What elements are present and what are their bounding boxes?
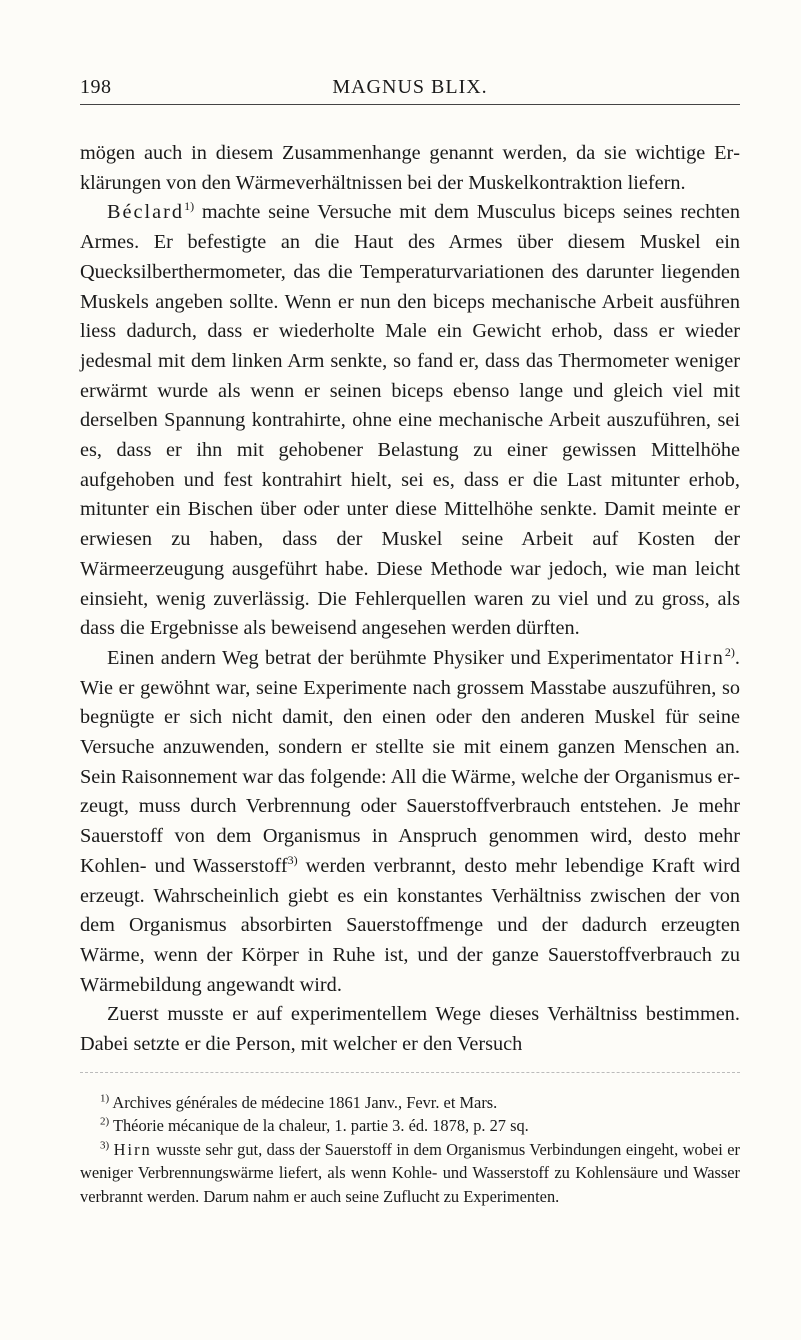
paragraph-3-start: Einen andern Weg betrat der berühmte Physiker und Experimentator [107,646,680,669]
footnote-2 [80,1114,740,1138]
footnote-3-author: Hirn [113,1139,152,1159]
paragraph-3-end: werden verbrannt, desto mehr lebendige Kraft wird erzeugt. Wahrscheinlich giebt es ein konstantes Verhältniss zwischen der von dem Organismus absorbirten Sauerstoffmenge und der dadurch erzeugten Wärme, wenn der Körper in Ruhe ist, und der ganze Sauerstoffverbrauch zu Wärmebildung angewandt wird. [80,854,740,996]
footnote-ref-1: 1) [184,199,195,214]
body-text [80,139,740,1060]
footnote-ref-2: 2) [724,645,735,660]
footnote-3 [80,1138,740,1209]
page-header [80,70,740,105]
paragraph-1: mögen auch in diesem Zusammenhange genannt werden, da sie wichtige Erklärungen von den Wärmeverhältnissen bei der Muskelkontraktion liefern. [80,142,740,194]
footnote-3-mark: 3) [100,1139,110,1152]
footnote-1-text: Archives générales de médecine 1861 Janv., Fevr. et Mars. [109,1092,498,1112]
footnote-2-text: Théorie mécanique de la chaleur, 1. partie 3. éd. 1878, p. 27 sq. [109,1116,529,1136]
footnote-3-text: wusste sehr gut, dass der Sauerstoff in dem Organismus Verbindungen eingeht, wobei er weniger Verbrennungswärme liefert, als wenn Kohle- und Wasserstoff zu Kohlensäure und Wasser verbrannt werden. Darum nahm er auch seine Zuflucht zu Experimenten. [80,1139,740,1206]
paragraph-2-text: machte seine Versuche mit dem Musculus biceps seines rechten Armes. Er befestigte an die Haut des Armes über diesem Muskel ein Quecksilberthermometer, das die Temperaturvariationen des darunter liegenden Muskels angeben sollte. Wenn er nun den biceps mechanische Arbeit ausführen liess dadurch, dass er wiederholte Male ein Gewicht erhob, dass er wieder jedesmal mit dem linken Arm senkte, so fand er, dass das Thermometer weniger erwärmt wurde als wenn er seinen biceps ebenso lange und gleich viel mit derselben Spannung kontrahirte, ohne eine mechanische Arbeit auszuführen, sei es, dass er ihn mit gehobener Belastung zu einer gewissen Mittelhöhe aufgehoben und fest kontrahirt hielt, sei es, dass er die Last mitunter erhob, mitunter ein Bischen über oder unter diese Mittelhöhe senkte. Damit meinte er erwiesen zu haben, dass der Muskel seine Arbeit auf Kosten der Wärmeerzeugung ausgeführt habe. Diese Methode war jedoch, wie man leicht einsieht, wenig zuverlässig. Die Fehlerquellen waren zu viel und zu gross, als dass die Ergebnisse als beweisend angesehen werden dürften. [80,201,740,640]
footnote-1 [80,1091,740,1115]
footnote-2-mark: 2) [100,1115,110,1128]
footnotes [80,1091,740,1209]
paragraph-3 [80,644,740,1000]
running-title: MAGNUS BLIX. [332,76,488,98]
paragraph-2 [80,198,740,644]
paragraph-3-middle: . Wie er gewöhnt war, seine Experimente nach grossem Masstabe auszuführen, so begnügte er sich nicht damit, den einen oder den anderen Muskel für seine Versuche anzuwenden, sondern er stellte sie mit einem ganzen Menschen an. Sein Raisonnement war das folgende: All die Wärme, welche der Organismus erzeugt, muss durch Verbrennung oder Sauerstoffverbrauch entstehen. Je mehr Sauerstoff von dem Organismus in Anspruch genommen wird, desto mehr Kohlen- und Wasserstoff [80,646,740,877]
footnote-1-mark: 1) [100,1092,110,1105]
paragraph-4: Zuerst musste er auf experimentellem Wege dieses Verhältniss bestimmen. Dabei setzte er die Person, mit welcher er den Versuch [80,1003,740,1056]
author-name-hirn: Hirn [679,646,725,669]
author-name-beclard: Béclard [107,201,185,224]
book-page [80,70,740,1208]
footnote-divider [80,1072,740,1073]
page-number: 198 [80,76,112,98]
footnote-ref-3: 3) [287,853,298,868]
